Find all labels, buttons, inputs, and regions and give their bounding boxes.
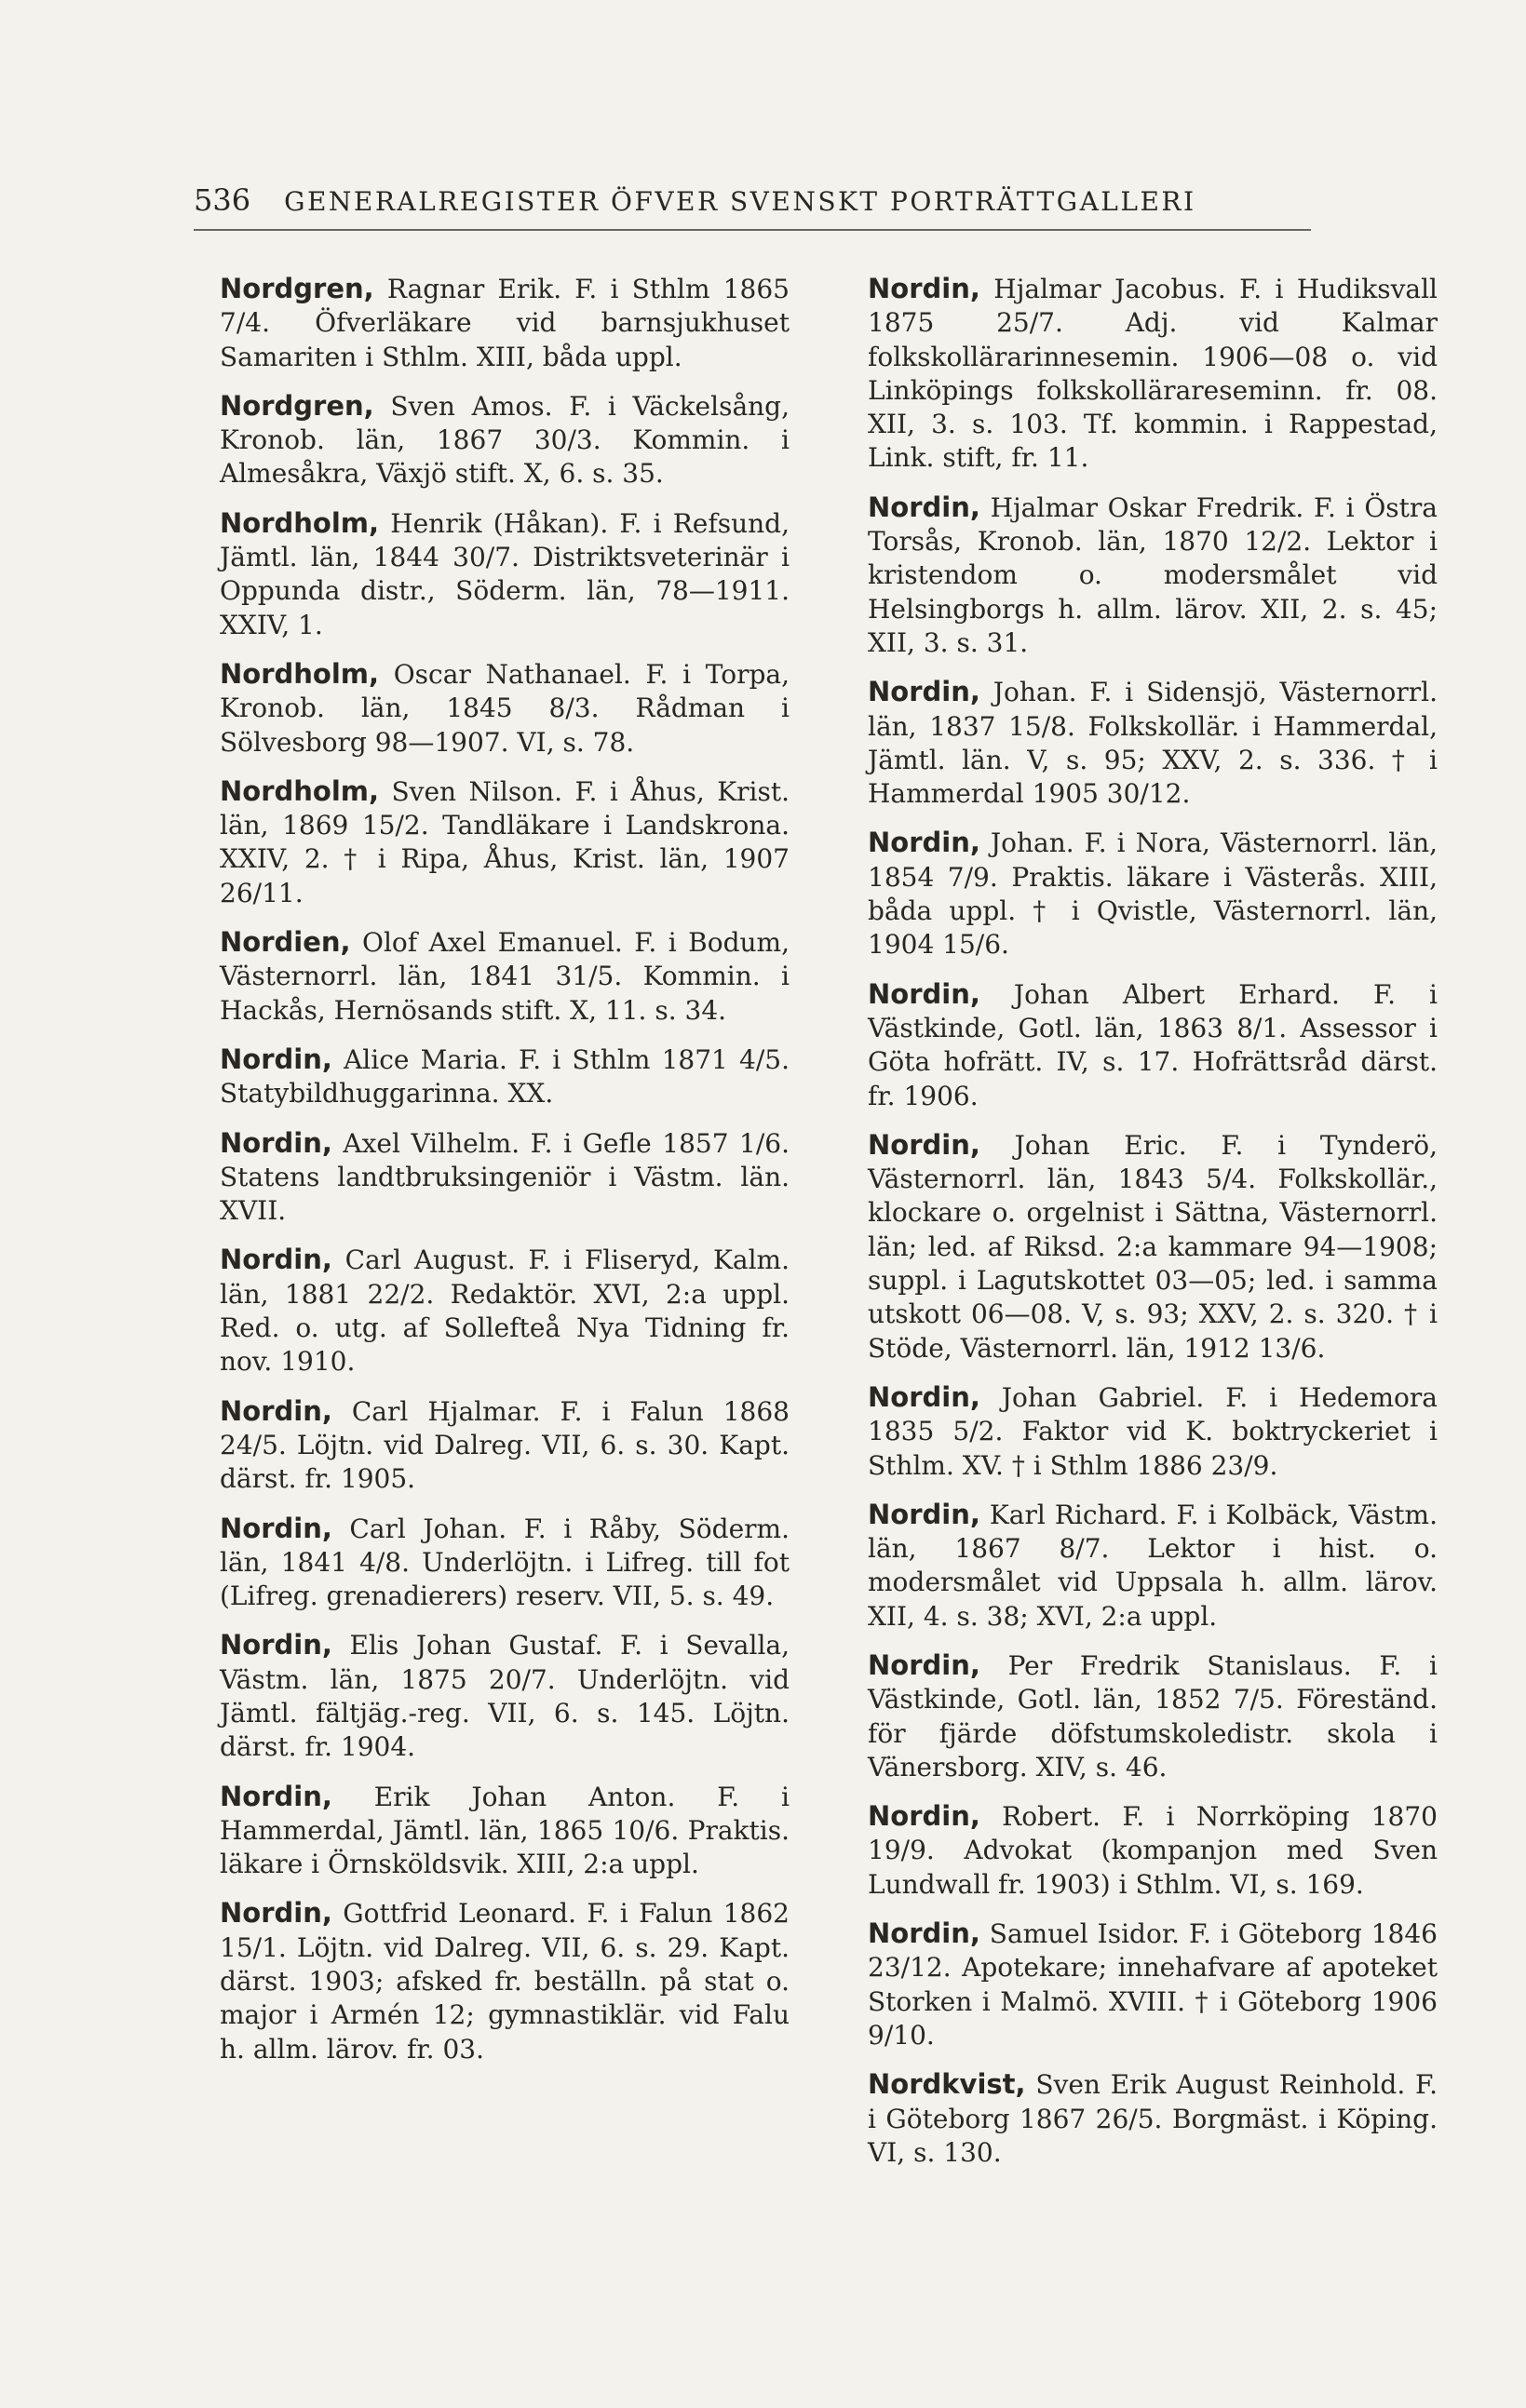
register-entry bbox=[220, 657, 790, 760]
entry-surname: Nordgren, bbox=[220, 389, 374, 422]
entry-text: Sven Erik August Reinhold. F. i Göteborg 1867 26/5. Borgmäst. i Köping. VI, s. 130. bbox=[868, 2069, 1438, 2168]
register-entry bbox=[220, 1628, 790, 1764]
left-column bbox=[220, 272, 790, 2081]
entry-surname: Nordin, bbox=[220, 1244, 332, 1276]
entry-text: Johan. F. i Sidensjö, Västernorrl. län, 1837 15/8. Folkskollär. i Hammerdal, Jämtl. län. V, s. 95; XXV, 2. s. 336. † i Hammerdal 1905 30/12. bbox=[868, 677, 1438, 810]
register-entry bbox=[220, 506, 790, 642]
register-entry bbox=[220, 1394, 790, 1497]
entry-text: Henrik (Håkan). F. i Refsund, Jämtl. län, 1844 30/7. Distriktsveterinär i Oppunda distr., Söderm. län, 78—1911. XXIV, 1. bbox=[220, 507, 790, 640]
register-entry bbox=[868, 826, 1438, 962]
register-entry bbox=[220, 389, 790, 491]
entry-surname: Nordin, bbox=[220, 1897, 332, 1930]
entry-text: Johan Gabriel. F. i Hedemora 1835 5/2. Faktor vid K. boktryckeriet i Sthlm. XV. † i Sthlm 1886 23/9. bbox=[868, 1381, 1438, 1481]
register-entry bbox=[868, 1799, 1438, 1902]
page-number: 536 bbox=[194, 182, 251, 218]
page-header bbox=[194, 182, 1311, 231]
entry-text: Oscar Nathanael. F. i Torpa, Kronob. län, 1845 8/3. Rådman i Sölvesborg 98—1907. VI, s. 78. bbox=[220, 658, 790, 758]
register-entry bbox=[220, 774, 790, 910]
entry-surname: Nordin, bbox=[868, 1648, 980, 1681]
register-entry bbox=[868, 491, 1438, 660]
entry-text: Elis Johan Gustaf. F. i Sevalla, Västm. län, 1875 20/7. Underlöjtn. vid Jämtl. fältjäg.-reg. VII, 6. s. 145. Löjtn. därst. fr. 1904. bbox=[220, 1630, 790, 1763]
entry-text: Sven Nilson. F. i Åhus, Krist. län, 1869 15/2. Tandläkare i Landskrona. XXIV, 2. † i Ripa, Åhus, Krist. län, 1907 26/11. bbox=[220, 775, 790, 908]
entry-surname: Nordgren, bbox=[220, 273, 374, 304]
entry-text: Axel Vilhelm. F. i Gefle 1857 1/6. Statens landtbruksingeniör i Västm. län. XVII. bbox=[220, 1127, 790, 1227]
entry-text: Erik Johan Anton. F. i Hammerdal, Jämtl. län, 1865 10/6. Praktis. läkare i Örnsköldsvik. XIII, 2:a uppl. bbox=[220, 1781, 790, 1880]
register-entry bbox=[868, 2067, 1438, 2170]
register-entry bbox=[220, 1780, 790, 1882]
entry-surname: Nordin, bbox=[868, 491, 980, 523]
register-entry bbox=[220, 272, 790, 374]
entry-text: Johan Albert Erhard. F. i Västkinde, Gotl. län, 1863 8/1. Assessor i Göta hofrätt. IV, s. 17. Hofrättsråd därst. fr. 1906. bbox=[868, 978, 1438, 1111]
register-entry bbox=[220, 1043, 790, 1111]
register-entry bbox=[868, 1917, 1438, 2052]
register-entry bbox=[868, 1380, 1438, 1483]
entry-surname: Nordin, bbox=[220, 1043, 332, 1075]
entry-text: Johan. F. i Nora, Västernorrl. län, 1854 7/9. Praktis. läkare i Västerås. XIII, båda uppl. † i Qvistle, Västernorrl. län, 1904 15/6. bbox=[868, 827, 1438, 961]
register-entry bbox=[868, 675, 1438, 811]
entry-text: Robert. F. i Norrköping 1870 19/9. Advokat (kompanjon med Sven Lundwall fr. 1903) i Sthlm. VI, s. 169. bbox=[868, 1801, 1438, 1900]
entry-surname: Nordin, bbox=[868, 1380, 980, 1413]
register-entry bbox=[868, 1498, 1438, 1634]
entry-surname: Nordien, bbox=[220, 926, 351, 959]
register-entry bbox=[868, 1128, 1438, 1365]
entry-text: Hjalmar Oskar Fredrik. F. i Östra Torsås, Kronob. län, 1870 12/2. Lektor i kristendom o. modersmålet vid Helsingborgs h. allm. lärov. XII, 2. s. 45; XII, 3. s. 31. bbox=[868, 491, 1438, 658]
entry-text: Per Fredrik Stanislaus. F. i Västkinde, Gotl. län, 1852 7/5. Föreständ. för fjärde döfstumskoledistr. skola i Vänersborg. XIV, s. 46. bbox=[868, 1649, 1438, 1782]
entry-surname: Nordin, bbox=[220, 1512, 332, 1544]
entry-surname: Nordin, bbox=[220, 1126, 332, 1159]
entry-text: Carl Hjalmar. F. i Falun 1868 24/5. Löjtn. vid Dalreg. VII, 6. s. 30. Kapt. därst. fr. 1905. bbox=[220, 1395, 790, 1495]
entry-text: Sven Amos. F. i Väckelsång, Kronob. län, 1867 30/3. Kommin. i Almesåkra, Växjö stift. X, 6. s. 35. bbox=[220, 390, 790, 490]
entry-text: Carl August. F. i Fliseryd, Kalm. län, 1881 22/2. Redaktör. XVI, 2:a uppl. Red. o. utg. af Sollefteå Nya Tidning fr. nov. 1910. bbox=[220, 1244, 790, 1378]
entry-text: Alice Maria. F. i Sthlm 1871 4/5. Statybildhuggarinna. XX. bbox=[220, 1043, 790, 1110]
entry-surname: Nordin, bbox=[220, 1629, 332, 1661]
entry-surname: Nordin, bbox=[868, 676, 980, 708]
entry-surname: Nordholm, bbox=[220, 506, 379, 539]
entry-text: Karl Richard. F. i Kolbäck, Västm. län, 1867 8/7. Lektor i hist. o. modersmålet vid Uppsala h. allm. lärov. XII, 4. s. 38; XVI, 2:a uppl. bbox=[868, 1499, 1438, 1632]
entry-surname: Nordkvist, bbox=[868, 2068, 1026, 2101]
entry-text: Ragnar Erik. F. i Sthlm 1865 7/4. Öfverläkare vid barnsjukhuset Samariten i Sthlm. XIII, båda uppl. bbox=[220, 274, 790, 372]
entry-surname: Nordin, bbox=[220, 1780, 332, 1812]
register-entry bbox=[220, 925, 790, 1028]
entry-surname: Nordholm, bbox=[220, 774, 379, 807]
entry-surname: Nordin, bbox=[868, 1917, 980, 1950]
entry-text: Hjalmar Jacobus. F. i Hudiksvall 1875 25/7. Adj. vid Kalmar folkskollärarinnesemin. 1906—08 o. vid Linköpings folkskollärareseminn. fr. 08. XII, 3. s. 103. Tf. kommin. i Rappestad, Link. stift, fr. 11. bbox=[868, 274, 1438, 474]
entry-surname: Nordin, bbox=[868, 1800, 980, 1833]
entry-surname: Nordin, bbox=[868, 1128, 980, 1161]
entry-text: Samuel Isidor. F. i Göteborg 1846 23/12. Apotekare; innehafvare af apoteket Storken i Malmö. XVIII. † i Göteborg 1906 9/10. bbox=[868, 1918, 1438, 2051]
running-title: GENERALREGISTER ÖFVER SVENSKT PORTRÄTTGALLERI bbox=[284, 186, 1196, 217]
entry-surname: Nordin, bbox=[868, 1498, 980, 1530]
register-entry bbox=[868, 977, 1438, 1113]
entry-text: Johan Eric. F. i Tynderö, Västernorrl. län, 1843 5/4. Folkskollär., klockare o. orgelnist i Sättna, Västernorrl. län; led. af Riksd. 2:a kammare 94—1908; suppl. i Lagutskottet 03—05; led. i samma utskott 06—08. V, s. 93; XXV, 2. s. 320. † i Stöde, Västernorrl. län, 1912 13/6. bbox=[868, 1129, 1438, 1364]
entry-surname: Nordin, bbox=[868, 273, 980, 304]
entry-surname: Nordin, bbox=[868, 827, 980, 859]
entry-text: Olof Axel Emanuel. F. i Bodum, Västernorrl. län, 1841 31/5. Kommin. i Hackås, Hernösands stift. X, 11. s. 34. bbox=[220, 927, 790, 1026]
register-entry bbox=[220, 1896, 790, 2065]
register-entry bbox=[868, 272, 1438, 476]
register-entry bbox=[868, 1648, 1438, 1784]
entry-surname: Nordin, bbox=[868, 977, 980, 1010]
entry-text: Gottfrid Leonard. F. i Falun 1862 15/1. Löjtn. vid Dalreg. VII, 6. s. 29. Kapt. därst. 1903; afsked fr. beställn. på stat o. major i Armén 12; gymnastiklär. vid Falu h. allm. lärov. fr. 03. bbox=[220, 1898, 790, 2065]
entry-surname: Nordholm, bbox=[220, 657, 379, 690]
register-entry bbox=[220, 1243, 790, 1379]
register-entry bbox=[220, 1126, 790, 1229]
right-column bbox=[868, 272, 1438, 2185]
register-entry bbox=[220, 1512, 790, 1614]
entry-surname: Nordin, bbox=[220, 1394, 332, 1427]
entry-text: Carl Johan. F. i Råby, Söderm. län, 1841 4/8. Underlöjtn. i Lifreg. till fot (Lifreg. grenadierers) reserv. VII, 5. s. 49. bbox=[220, 1513, 790, 1612]
